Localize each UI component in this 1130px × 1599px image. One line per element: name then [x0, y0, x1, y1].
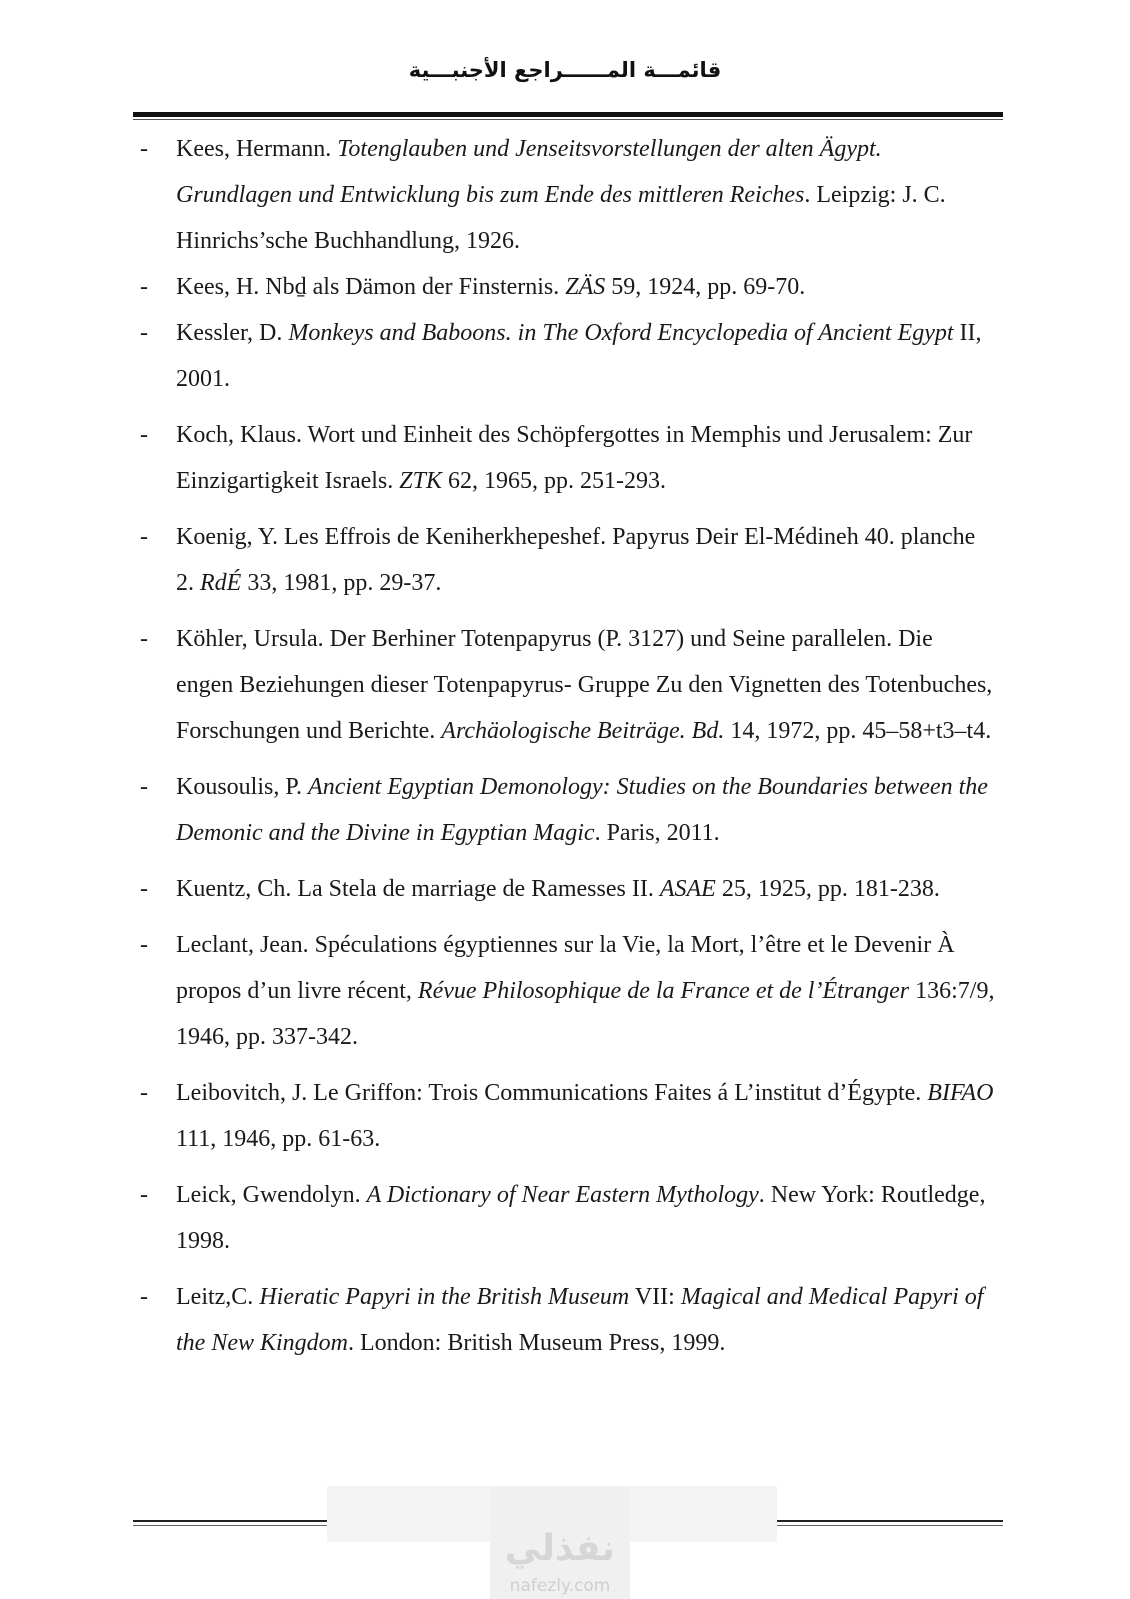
reference-text: 33, 1981, pp. 29-37.	[241, 570, 442, 596]
reference-text: Kees, H. Nbḏ als Dämon der Finsternis.	[176, 274, 566, 300]
bullet-dash: -	[140, 524, 148, 550]
reference-text: 25, 1925, pp. 181-238.	[715, 876, 940, 902]
page-header-title: قائمـــة المــــــراجع الأجنبـــية	[408, 58, 722, 82]
reference-text: . New York: Routledge, 1998.	[176, 1182, 986, 1254]
reference-entry	[140, 922, 995, 1060]
header-rule	[133, 112, 1003, 117]
reference-entry	[140, 1274, 995, 1366]
reference-entry	[140, 764, 995, 856]
reference-text: Leclant, Jean. Spéculations égyptiennes sur la Vie, la Mort, l’être et le Devenir À propos d’un livre récent,	[176, 932, 955, 1004]
reference-title-italic: ZTK	[399, 468, 442, 494]
reference-text: Leick, Gwendolyn.	[176, 1182, 367, 1208]
reference-text: Leibovitch, J. Le Griffon: Trois Communications Faites á L’institut d’Égypte.	[176, 1080, 928, 1106]
reference-text: Koenig, Y. Les Effrois de Keniherkhepeshef. Papyrus Deir El-Médineh 40. planche 2.	[176, 524, 976, 596]
bullet-dash: -	[140, 320, 148, 346]
bullet-dash: -	[140, 626, 148, 652]
reference-text: . London: British Museum Press, 1999.	[348, 1330, 726, 1356]
reference-text: 62, 1965, pp. 251-293.	[441, 468, 666, 494]
footer-rule-right-thin	[777, 1525, 1003, 1526]
reference-entry	[140, 1070, 995, 1162]
footer-rule-left	[133, 1520, 327, 1522]
reference-title-italic: Totenglauben und Jenseitsvorstellungen der alten Ägypt. Grundlagen und Entwicklung bis zum Ende des mittleren Reiches	[176, 136, 882, 208]
reference-text: . Paris, 2011.	[594, 820, 720, 846]
reference-title-italic: A Dictionary of Near Eastern Mythology	[366, 1182, 759, 1208]
reference-text: 14, 1972, pp. 45–58+t3–t4.	[724, 718, 992, 744]
reference-entry	[140, 126, 995, 264]
bullet-dash: -	[140, 774, 148, 800]
reference-text: Köhler, Ursula. Der Berhiner Totenpapyrus (P. 3127) und Seine parallelen. Die engen Beziehungen dieser Totenpapyrus- Gruppe Zu den Vignetten des Totenbuches, Forschungen und Berichte.	[176, 626, 993, 744]
reference-text: . Leipzig: J. C. Hinrichs’sche Buchhandlung, 1926.	[176, 182, 946, 254]
reference-title-italic: ASAE	[659, 876, 716, 902]
reference-entry	[140, 1172, 995, 1264]
bullet-dash: -	[140, 932, 148, 958]
reference-title-italic: Monkeys and Baboons. in The Oxford Encyclopedia of Ancient Egypt	[288, 320, 954, 346]
bullet-dash: -	[140, 1284, 148, 1310]
reference-entry	[140, 310, 995, 402]
bullet-dash: -	[140, 136, 148, 162]
watermark-logo: نفذلي	[504, 1528, 616, 1569]
watermark-url: nafezly.com	[509, 1576, 611, 1596]
bullet-dash: -	[140, 1080, 148, 1106]
reference-title-italic: Révue Philosophique de la France et de l’Étranger	[417, 978, 910, 1004]
reference-text: 136:7/9, 1946, pp. 337-342.	[176, 978, 995, 1050]
reference-entry	[140, 866, 995, 912]
footer-rule-left-thin	[133, 1525, 327, 1526]
header-rule-thin	[133, 119, 1003, 120]
reference-text: Leitz,C.	[176, 1284, 260, 1310]
reference-list	[140, 126, 995, 1366]
reference-text: Kuentz, Ch. La Stela de marriage de Ramesses II.	[176, 876, 660, 902]
reference-text: Koch, Klaus. Wort und Einheit des Schöpfergottes in Memphis und Jerusalem: Zur Einzigartigkeit Israels.	[176, 422, 973, 494]
footer-rule-right	[777, 1520, 1003, 1522]
reference-text: 59, 1924, pp. 69-70.	[605, 274, 806, 300]
reference-text: Kousoulis, P.	[176, 774, 309, 800]
reference-title-italic: Hieratic Papyri in the British Museum	[259, 1284, 630, 1310]
reference-text: 111, 1946, pp. 61-63.	[176, 1126, 381, 1152]
reference-text: II, 2001.	[176, 320, 982, 392]
reference-title-italic: Archäologische Beiträge. Bd.	[441, 718, 725, 744]
reference-title-italic: BIFAO	[927, 1080, 994, 1106]
reference-entry	[140, 412, 995, 504]
bullet-dash: -	[140, 1182, 148, 1208]
bullet-dash: -	[140, 274, 148, 300]
reference-entry	[140, 616, 995, 754]
reference-text: Kees, Hermann.	[176, 136, 338, 162]
bullet-dash: -	[140, 422, 148, 448]
reference-text: VII:	[629, 1284, 681, 1310]
reference-entry	[140, 514, 995, 606]
bullet-dash: -	[140, 876, 148, 902]
reference-title-italic: ZÄS	[565, 274, 606, 300]
reference-text: Kessler, D.	[176, 320, 289, 346]
reference-entry	[140, 264, 995, 310]
reference-title-italic: RdÉ	[200, 570, 242, 596]
reference-title-italic: Ancient Egyptian Demonology: Studies on the Boundaries between the Demonic and the Divine in Egyptian Magic	[176, 774, 988, 846]
reference-title-italic: Magical and Medical Papyri of the New Kingdom	[176, 1284, 984, 1356]
